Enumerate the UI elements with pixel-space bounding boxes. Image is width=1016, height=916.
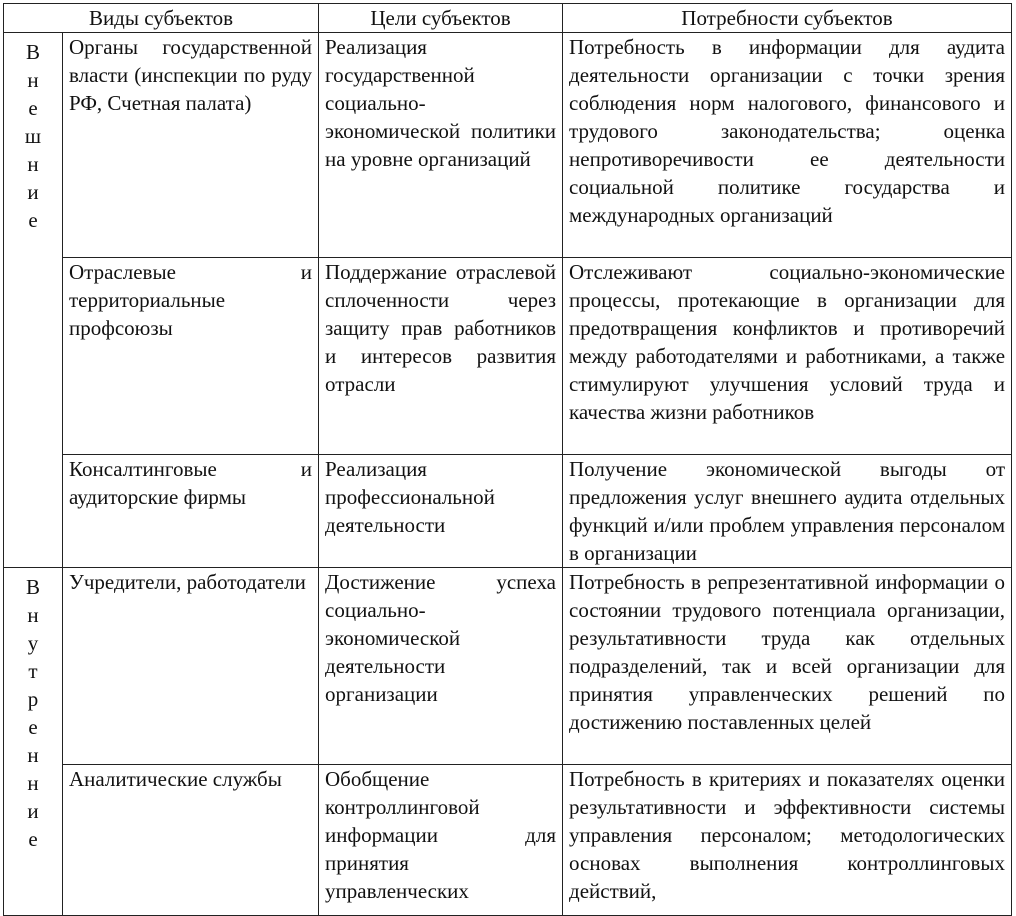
goal-cell: Поддержание отраслевой сплоченности через защиту прав работников и интересов развития отрасли xyxy=(319,258,563,455)
subjects-table xyxy=(3,3,1012,916)
subject-cell: Органы государственной власти (инспекции по руду РФ, Счетная палата) xyxy=(63,33,319,258)
need-cell: Получение экономической выгоды от предложения услуг внешнего аудита отдельных функций и/или проблем управления персоналом в организации xyxy=(563,455,1012,568)
goal-cell: Реализация профессиональной деятельности xyxy=(319,455,563,568)
table-row xyxy=(4,765,1012,916)
document-page xyxy=(3,3,1012,916)
table-row xyxy=(4,568,1012,765)
group-label-external xyxy=(4,33,63,568)
subject-cell: Консалтинговые и аудиторские фирмы xyxy=(63,455,319,568)
subject-cell: Отраслевые и территориальные профсоюзы xyxy=(63,258,319,455)
need-cell: Потребность в репрезентативной информации о состоянии трудового потенциала организации, результативности труда как отдельных подразделений, так и всей организации для принятия управленческих решений по достижению поставленных целей xyxy=(563,568,1012,765)
table-row xyxy=(4,258,1012,455)
group-label-text: В н у т р е н н и е xyxy=(25,575,40,851)
header-row xyxy=(4,4,1012,33)
goal-cell: Реализация государственной социально-экономической политики на уровне организаций xyxy=(319,33,563,258)
table-row xyxy=(4,33,1012,258)
goal-cell: Достижение успеха социально-экономической деятельности организации xyxy=(319,568,563,765)
group-label-internal xyxy=(4,568,63,916)
header-types: Виды субъектов xyxy=(4,4,319,33)
need-cell: Потребность в критериях и показателях оценки результативности и эффективности системы управления персоналом; методологических основах выполнения контроллинговых действий, xyxy=(563,765,1012,916)
need-cell: Потребность в информации для аудита деятельности организации с точки зрения соблюдения норм налогового, финансового и трудового законодательства; оценка непротиворечивости ее деятельности социальной политике государства и международных организаций xyxy=(563,33,1012,258)
header-goals: Цели субъектов xyxy=(319,4,563,33)
need-cell: Отслеживают социально-экономические процессы, протекающие в организации для предотвращения конфликтов и противоречий между работодателями и работниками, а также стимулируют улучшения условий труда и качества жизни работников xyxy=(563,258,1012,455)
group-label-text: В н е ш н и е xyxy=(24,40,42,232)
table-row xyxy=(4,455,1012,568)
goal-cell: Обобщение контроллинговой информации для принятия управленческих xyxy=(319,765,563,916)
header-needs: Потребности субъектов xyxy=(563,4,1012,33)
subject-cell: Учредители, работодатели xyxy=(63,568,319,765)
subject-cell: Аналитические службы xyxy=(63,765,319,916)
